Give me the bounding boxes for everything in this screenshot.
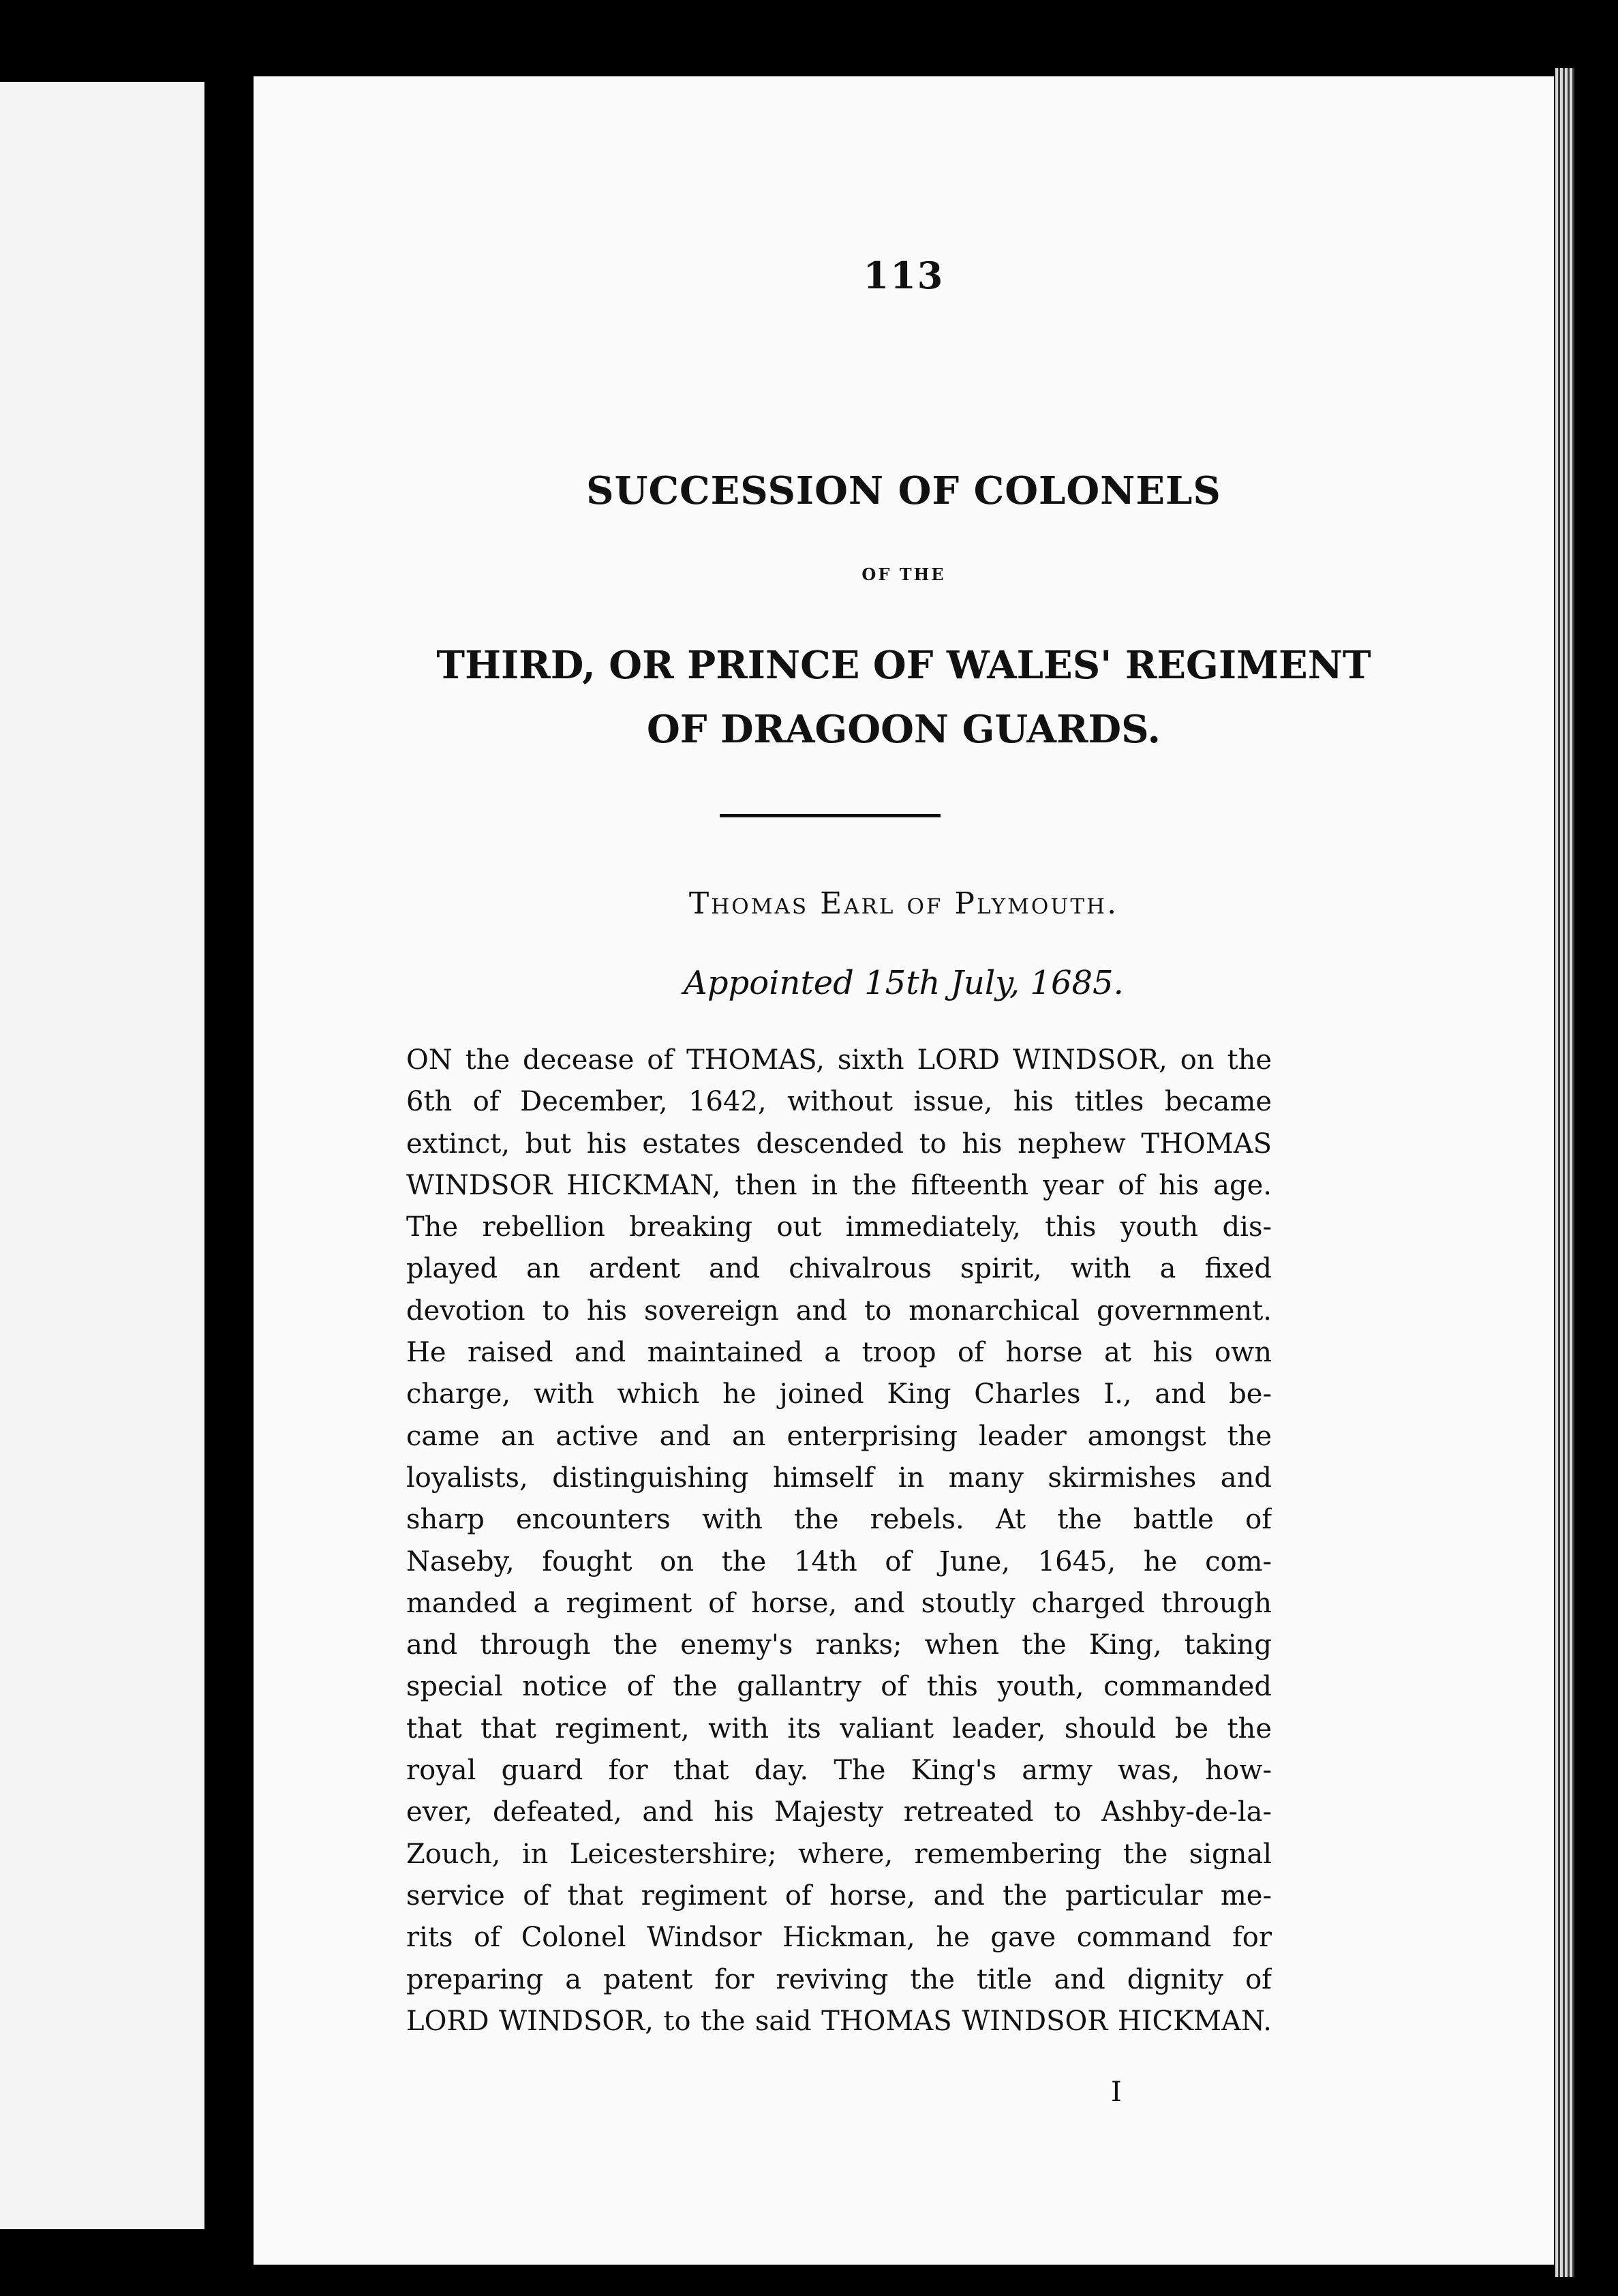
text-line: came an active and an enterprising leader amongst the xyxy=(406,1420,1272,1452)
text-line: service of that regiment of horse, and the particular me- xyxy=(406,1879,1272,1912)
text-line: and through the enemy's ranks; when the King, taking xyxy=(406,1629,1272,1661)
title-connector: OF THE xyxy=(861,564,946,584)
text-line: Zouch, in Leicestershire; where, remembering the signal xyxy=(406,1838,1272,1870)
text-line: charge, with which he joined King Charles I., and be- xyxy=(406,1378,1272,1410)
text-line: ever, defeated, and his Majesty retreated to Ashby-de-la- xyxy=(406,1796,1272,1828)
text-line: rits of Colonel Windsor Hickman, he gave command for xyxy=(406,1922,1272,1954)
regiment-name xyxy=(254,633,1554,761)
text-line: special notice of the gallantry of this youth, commanded xyxy=(406,1671,1272,1703)
text-line: manded a regiment of horse, and stoutly charged through xyxy=(406,1587,1272,1619)
signature-mark: I xyxy=(1111,2076,1122,2108)
facing-page-edge xyxy=(0,82,204,2229)
section-divider xyxy=(720,814,941,817)
page-edges xyxy=(1555,68,1574,2277)
text-line: that that regiment, with its valiant leader, should be the xyxy=(406,1712,1272,1744)
text-line: ON the decease of THOMAS, sixth LORD WINDSOR, on the xyxy=(406,1044,1272,1076)
text-line: preparing a patent for reviving the title and dignity of xyxy=(406,1963,1272,1995)
text-line: The rebellion breaking out immediately, this youth dis- xyxy=(406,1211,1272,1243)
regiment-line-2: OF DRAGOON GUARDS. xyxy=(646,707,1161,752)
text-line: LORD WINDSOR, to the said THOMAS WINDSOR HICKMAN. xyxy=(406,2005,1272,2037)
text-line: Naseby, fought on the 14th of June, 1645, he com- xyxy=(406,1545,1272,1577)
text-line: loyalists, distinguishing himself in many skirmishes and xyxy=(406,1462,1272,1494)
colonel-name: Thomas Earl of Plymouth. xyxy=(688,886,1119,921)
text-line: sharp encounters with the rebels. At the battle of xyxy=(406,1504,1272,1536)
text-line: 6th of December, 1642, without issue, his titles became xyxy=(406,1086,1272,1118)
text-line: royal guard for that day. The King's army was, how- xyxy=(406,1755,1272,1787)
page-number: 113 xyxy=(863,254,945,297)
text-line: devotion to his sovereign and to monarchical government. xyxy=(406,1295,1272,1327)
book-page xyxy=(254,76,1554,2265)
text-line: played an ardent and chivalrous spirit, with a fixed xyxy=(406,1253,1272,1285)
appointment-date: Appointed 15th July, 1685. xyxy=(684,964,1124,1002)
text-line: He raised and maintained a troop of horse at his own xyxy=(406,1337,1272,1369)
text-line: extinct, but his estates descended to his nephew THOMAS xyxy=(406,1128,1272,1160)
body-paragraph xyxy=(406,1040,1272,2042)
regiment-line-1: THIRD, OR PRINCE OF WALES' REGIMENT xyxy=(436,643,1371,688)
text-line: WINDSOR HICKMAN, then in the fifteenth year of his age. xyxy=(406,1169,1272,1201)
chapter-title: SUCCESSION OF COLONELS xyxy=(586,468,1221,513)
